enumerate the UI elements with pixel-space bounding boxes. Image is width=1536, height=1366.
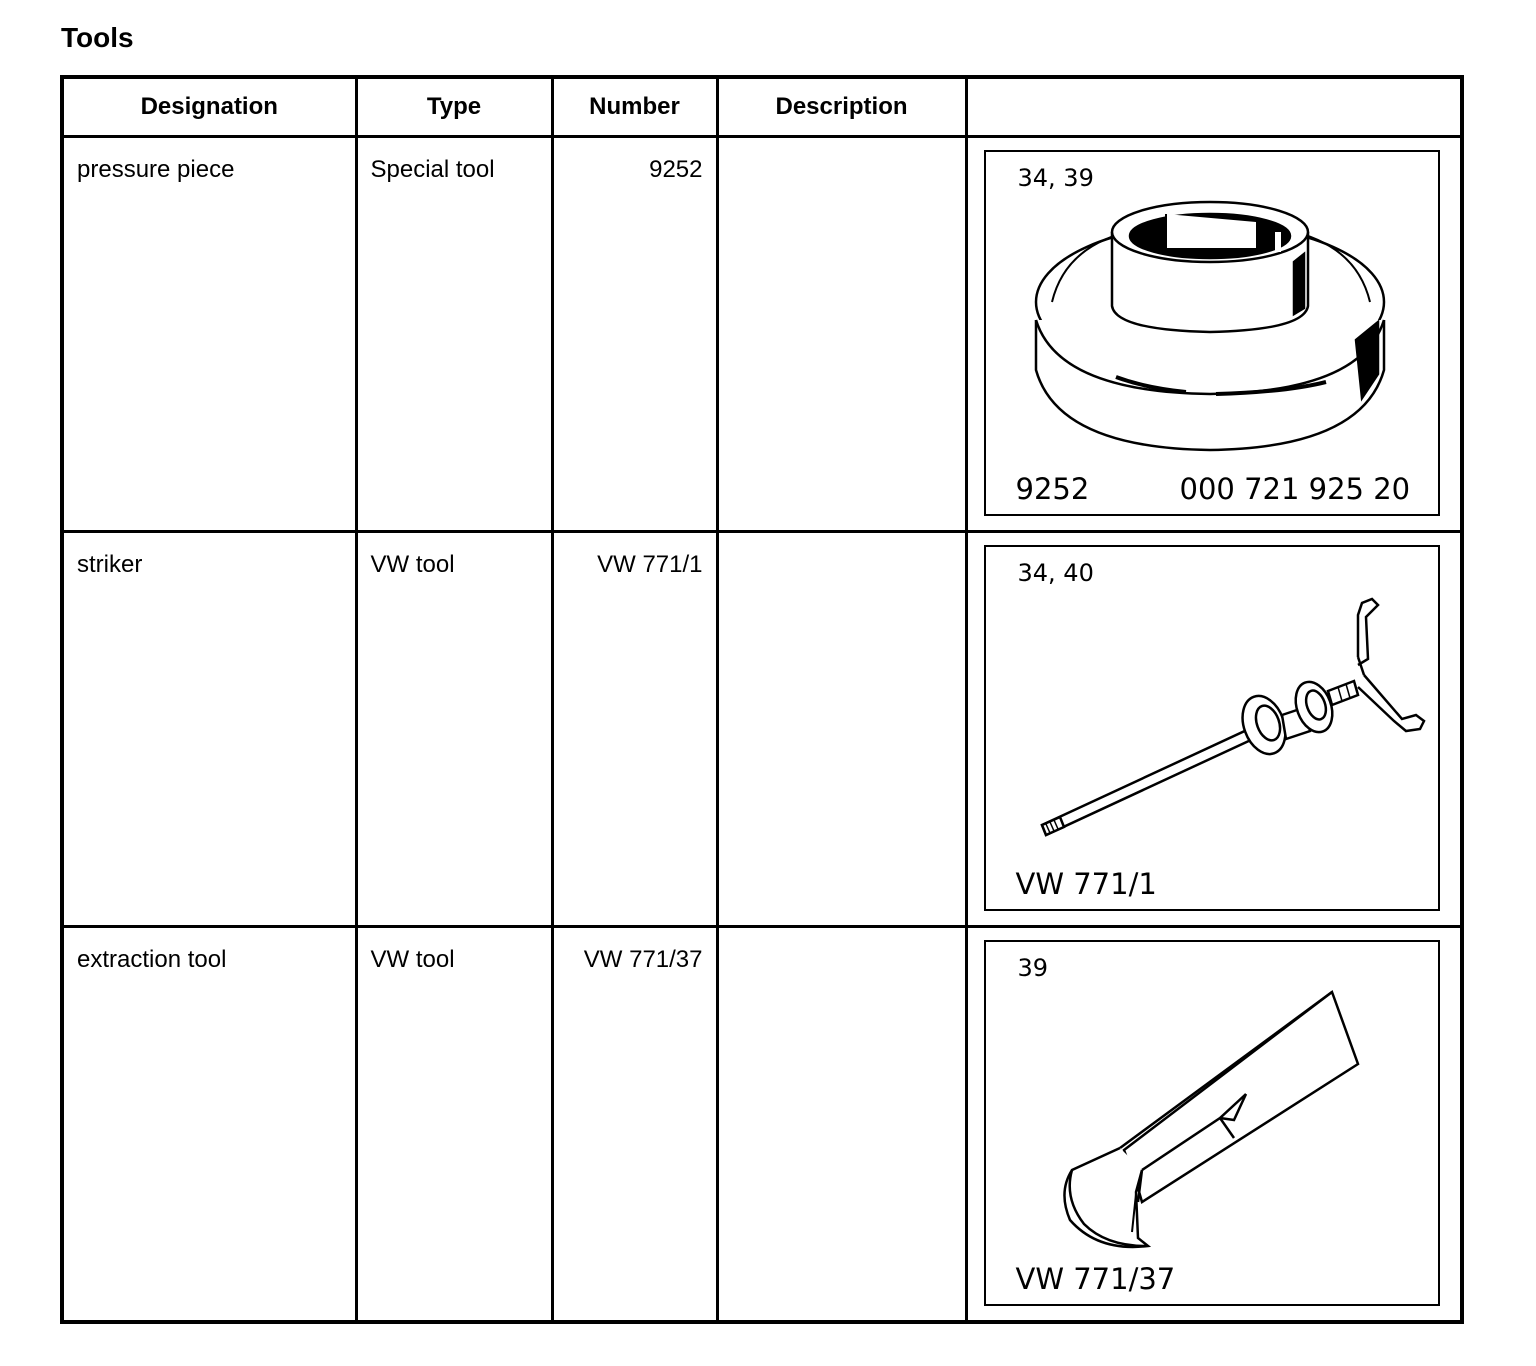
description-cell — [717, 927, 966, 1323]
striker-illustration-icon — [986, 547, 1438, 909]
image-label: VW 771/37 — [1015, 1262, 1176, 1296]
tool-image-frame — [984, 150, 1440, 516]
designation-cell — [62, 532, 356, 927]
type-text: VW tool — [370, 946, 455, 973]
number-cell — [552, 927, 717, 1323]
description-text — [719, 928, 965, 946]
image-label: VW 771/1 — [1015, 867, 1157, 901]
header-number: Number — [552, 77, 717, 137]
tools-table — [60, 75, 1464, 1324]
header-description: Description — [717, 77, 966, 137]
designation-text: pressure piece — [77, 156, 235, 183]
type-text: Special tool — [370, 156, 495, 183]
image-ref: 34, 39 — [1017, 164, 1094, 192]
number-cell — [552, 532, 717, 927]
image-label: 9252 — [1015, 472, 1090, 506]
image-cell — [966, 532, 1462, 927]
extraction-tool-illustration-icon — [986, 942, 1438, 1304]
description-cell — [717, 532, 966, 927]
designation-text: extraction tool — [77, 946, 227, 973]
designation-cell — [62, 927, 356, 1323]
header-designation: Designation — [62, 77, 356, 137]
type-cell — [356, 532, 552, 927]
header-type: Type — [356, 77, 552, 137]
type-cell — [356, 927, 552, 1323]
description-text — [719, 533, 965, 551]
number-text: VW 771/1 — [597, 551, 703, 578]
page-title: Tools — [61, 22, 134, 53]
image-part-number: 000 721 925 20 — [1179, 472, 1411, 506]
designation-text: striker — [77, 551, 143, 578]
number-text: 9252 — [649, 156, 703, 183]
table-row — [62, 137, 1462, 532]
pressure-piece-illustration-icon — [986, 152, 1438, 514]
type-text: VW tool — [370, 551, 455, 578]
header-image — [966, 77, 1462, 137]
designation-cell — [62, 137, 356, 532]
header-row — [62, 77, 1462, 137]
description-text — [719, 138, 965, 156]
description-cell — [717, 137, 966, 532]
image-cell — [966, 927, 1462, 1323]
image-cell — [966, 137, 1462, 532]
tool-image-frame — [984, 940, 1440, 1306]
table-row — [62, 532, 1462, 927]
number-cell — [552, 137, 717, 532]
image-ref: 39 — [1017, 954, 1049, 982]
type-cell — [356, 137, 552, 532]
tool-image-frame — [984, 545, 1440, 911]
number-text: VW 771/37 — [583, 946, 703, 973]
table-row — [62, 927, 1462, 1323]
image-ref: 34, 40 — [1017, 559, 1094, 587]
